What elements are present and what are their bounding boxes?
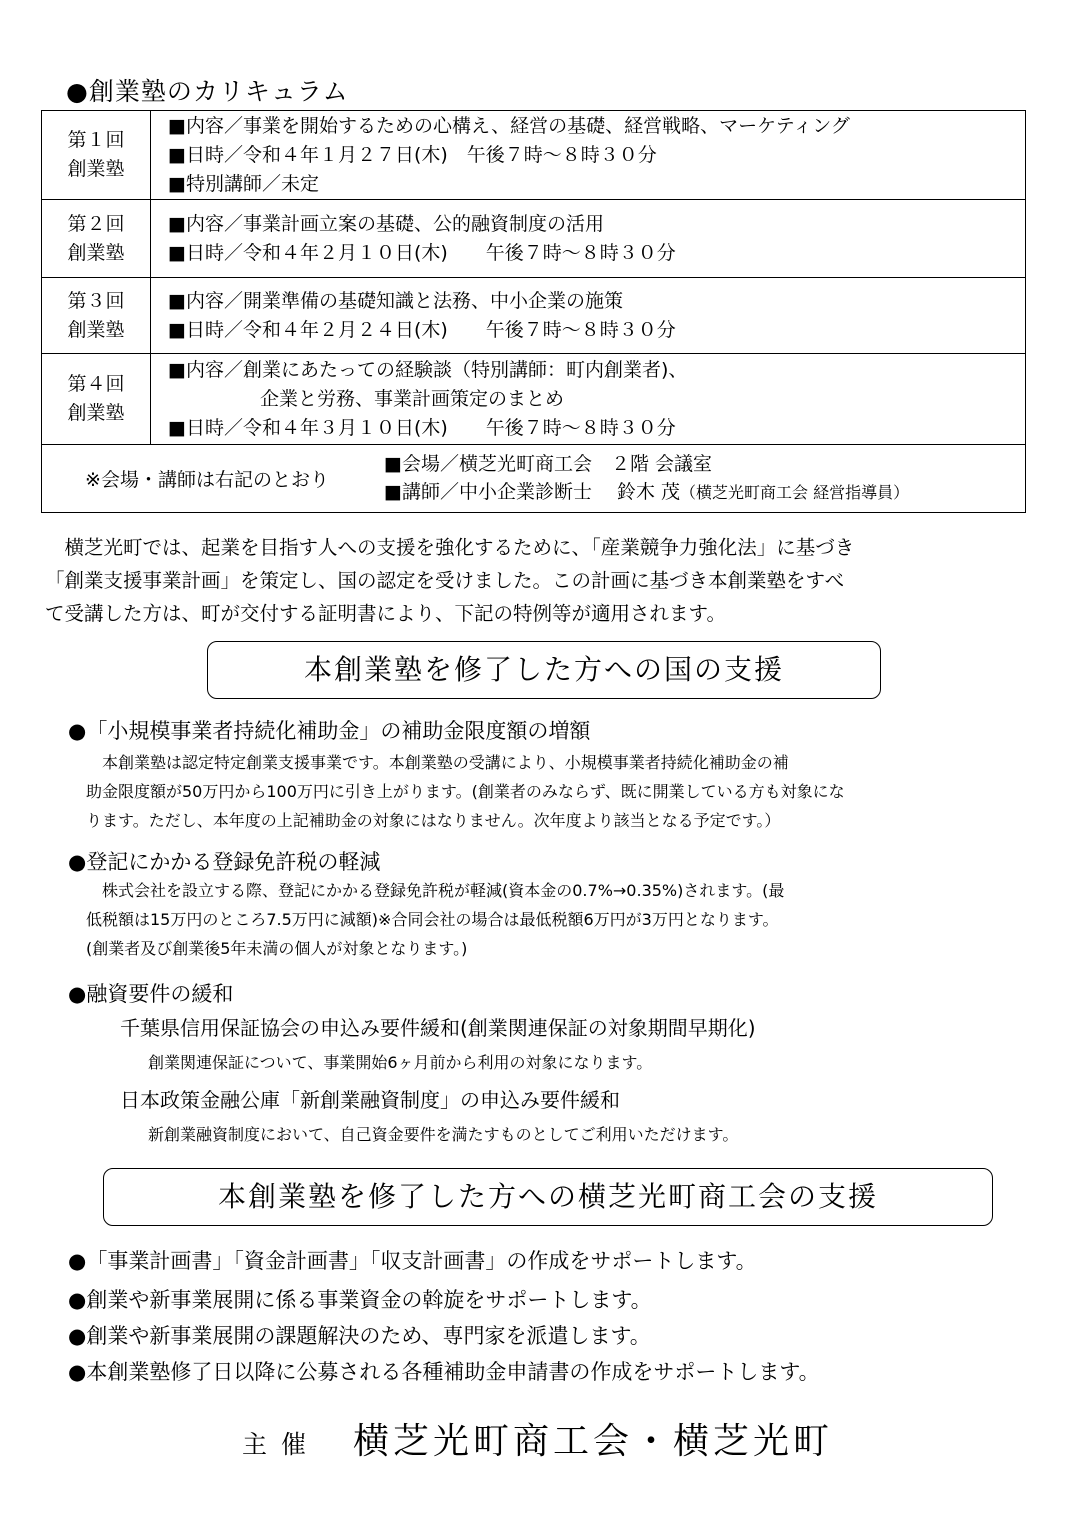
session-datetime: ■日時／令和４年１月２７日(木) 午後７時～８時３０分 [168, 143, 657, 166]
session-number: 第３回 [67, 289, 125, 312]
tax-line: 株式会社を設立する際、登記にかかる登録免許税が軽減(資本金の0.7%→0.35%)されます。(最 [86, 881, 785, 900]
session-number: 第１回 [67, 129, 125, 151]
curriculum-table [41, 110, 1026, 513]
intro-line: て受講した方は、町が交付する証明書により、下記の特例等が適用されます。 [45, 602, 726, 625]
loan-subitem-text: 創業関連保証について、事業開始6ヶ月前から利用の対象になります。 [148, 1053, 653, 1072]
chamber-support-item: ●創業や新事業展開の課題解決のため、専門家を派遣します。 [68, 1324, 651, 1348]
session-datetime: ■日時／令和４年２月２４日(木) 午後７時～８時３０分 [168, 318, 676, 341]
session-label [42, 200, 151, 278]
loan-subitem-title: 千葉県信用保証協会の申込み要件緩和(創業関連保証の対象期間早期化) [120, 1016, 756, 1040]
session-row-3 [42, 278, 1026, 354]
intro-paragraph [45, 531, 1035, 630]
session-datetime: ■日時／令和４年２月１０日(木) 午後７時～８時３０分 [168, 241, 676, 264]
intro-line: 横芝光町では、起業を目指す人への支援を強化するために、「産業競争力強化法」に基づき [45, 536, 855, 559]
loan-subitem-text: 新創業融資制度において、自己資金要件を満たすものとしてご利用いただけます。 [148, 1125, 739, 1144]
subsidy-heading: ●「小規模事業者持続化補助金」の補助金限度額の増額 [68, 719, 591, 743]
subsidy-line: ります。ただし、本年度の上記補助金の対象にはなりません。次年度より該当となる予定です。） [86, 811, 781, 830]
session-label [42, 111, 151, 200]
tax-line: 低税額は15万円のところ7.5万円に減額)※合同会社の場合は最低税額6万円が3万円となります。 [86, 910, 779, 929]
session-name: 創業塾 [67, 402, 125, 424]
session-content: ■内容／事業計画立案の基礎、公的融資制度の活用 [168, 212, 604, 235]
curriculum-title: ●創業塾のカリキュラム [66, 77, 349, 106]
session-content: ■内容／事業を開始するための心構え、経営の基礎、経営戦略、マーケティング [168, 114, 850, 137]
intro-line: 「創業支援事業計画」を策定し、国の認定を受けました。この計画に基づき本創業塾をすべ [45, 569, 845, 592]
chamber-support-item: ●「事業計画書」「資金計画書」「収支計画書」の作成をサポートします。 [68, 1249, 757, 1273]
venue-location: ■会場／横芝光町商工会 ２階 会議室 [384, 453, 712, 475]
session-content: ■内容／開業準備の基礎知識と法務、中小企業の施策 [168, 289, 623, 312]
sponsor-organizers: 横芝光町商工会・横芝光町 [353, 1421, 834, 1462]
session-content-continued: 企業と労務、事業計画策定のまとめ [260, 387, 565, 410]
session-datetime: ■日時／令和４年３月１０日(木) 午後７時～８時３０分 [168, 416, 676, 439]
tax-text [86, 876, 784, 963]
session-name: 創業塾 [67, 318, 125, 341]
chamber-support-title: 本創業塾を修了した方への横芝光町商工会の支援 [103, 1168, 993, 1226]
tax-heading: ●登記にかかる登録免許税の軽減 [68, 850, 381, 874]
national-support-title: 本創業塾を修了した方への国の支援 [207, 641, 881, 699]
session-row-4 [42, 354, 1026, 445]
venue-label: ※会場・講師は右記のとおり [85, 469, 329, 491]
subsidy-line: 本創業塾は認定特定創業支援事業です。本創業塾の受講により、小規模事業者持続化補助金の補 [86, 753, 789, 772]
session-lecturer: ■特別講師／未定 [168, 172, 319, 195]
session-label [42, 278, 151, 354]
session-details [151, 111, 1026, 200]
venue-lecturer [384, 478, 909, 507]
session-name: 創業塾 [67, 158, 125, 180]
session-name: 創業塾 [67, 241, 125, 264]
loan-heading: ●融資要件の緩和 [68, 982, 234, 1006]
chamber-support-item: ●本創業塾修了日以降に公募される各種補助金申請書の作成をサポートします。 [68, 1360, 820, 1384]
lecturer-note: （横芝光町商工会 経営指導員） [680, 483, 910, 502]
session-details [151, 200, 1026, 278]
session-details [151, 354, 1026, 445]
session-row-1 [42, 111, 1026, 200]
sponsor-label: 主催 [241, 1430, 320, 1459]
session-number: 第２回 [67, 212, 125, 235]
tax-line: (創業者及び創業後5年未満の個人が対象となります。) [86, 939, 468, 958]
sponsor-line [0, 1413, 1075, 1464]
subsidy-text [86, 748, 845, 835]
session-label [42, 354, 151, 445]
session-details [151, 278, 1026, 354]
loan-subitem-title: 日本政策金融公庫「新創業融資制度」の申込み要件緩和 [120, 1088, 620, 1112]
chamber-support-item: ●創業や新事業展開に係る事業資金の斡旋をサポートします。 [68, 1288, 652, 1312]
lecturer-name: ■講師／中小企業診断士 鈴木 茂 [384, 481, 681, 503]
session-content: ■内容／創業にあたっての経験談（特別講師：町内創業者)、 [168, 358, 688, 381]
subsidy-line: 助金限度額が50万円から100万円に引き上がります。(創業者のみならず、既に開業している方も対象にな [86, 782, 845, 801]
session-number: 第４回 [67, 373, 125, 395]
venue-row [42, 445, 1026, 513]
session-row-2 [42, 200, 1026, 278]
